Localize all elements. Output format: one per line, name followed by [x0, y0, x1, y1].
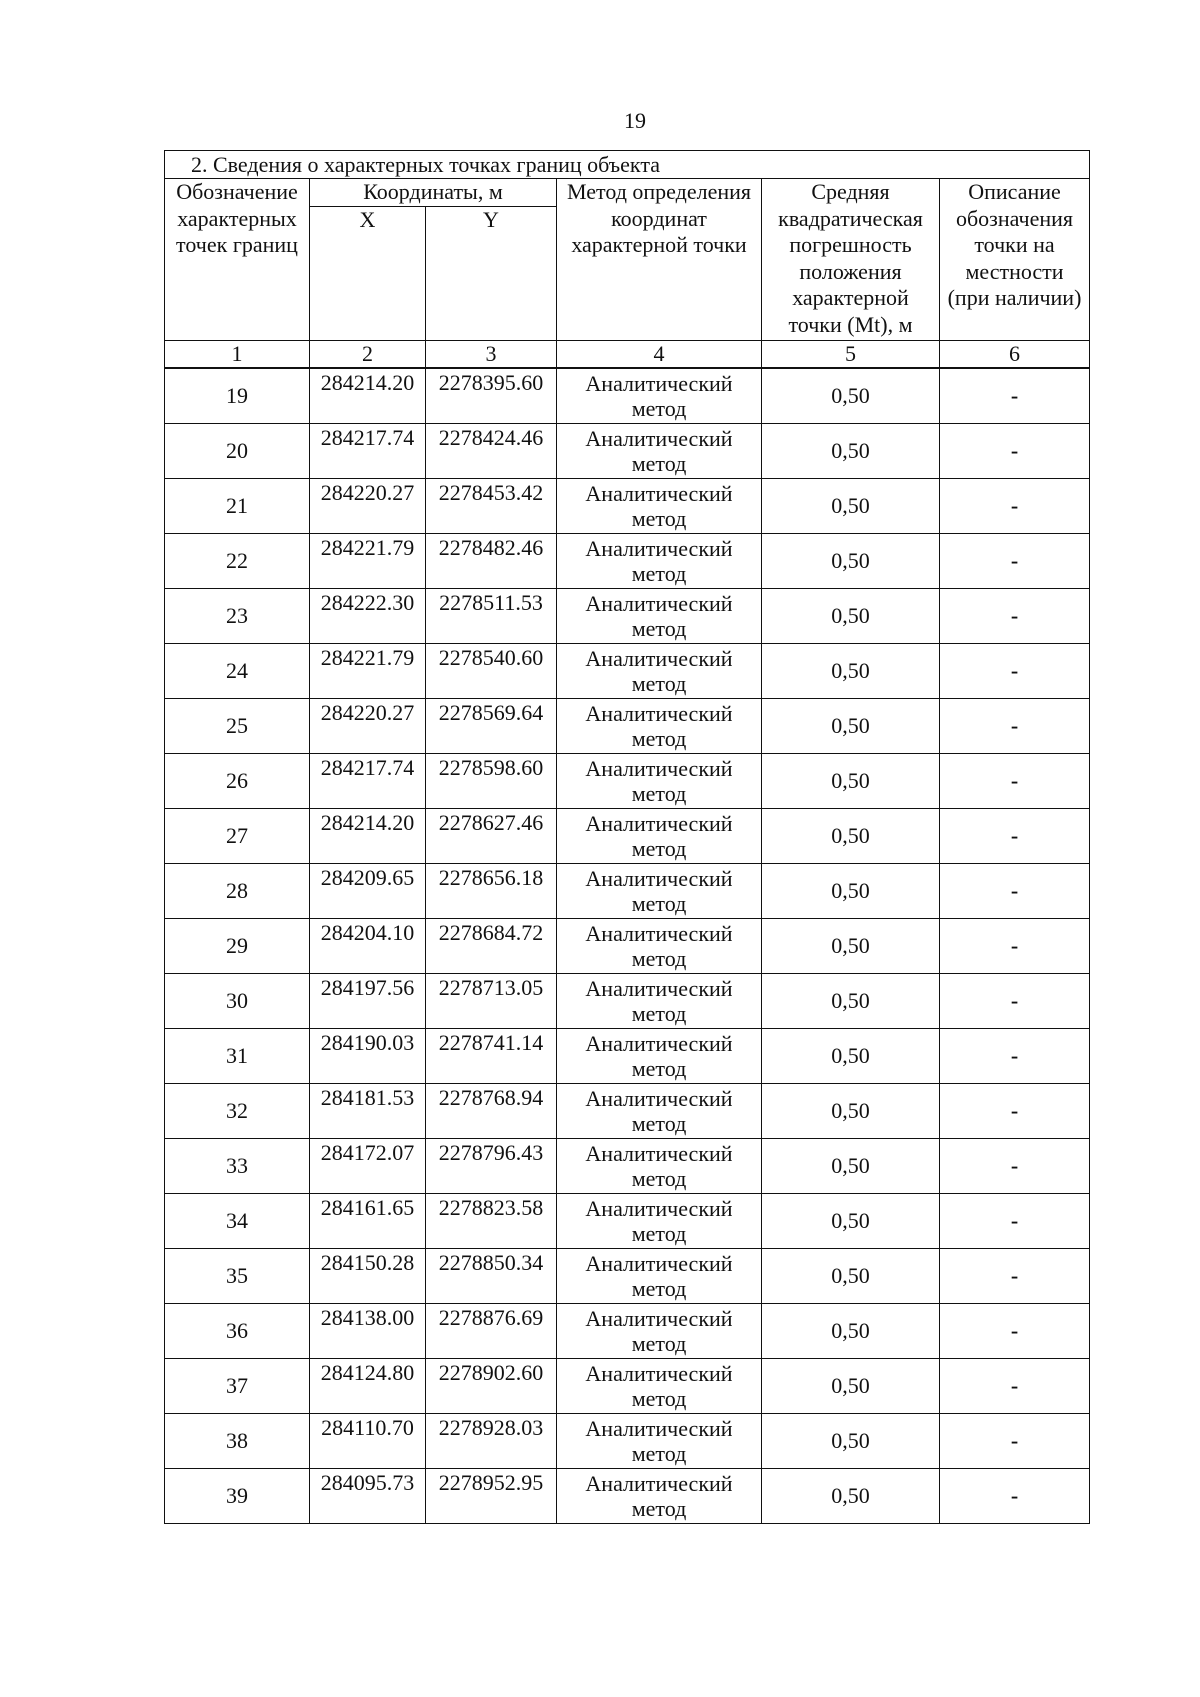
method-cell: Аналитический метод — [557, 588, 762, 643]
description-cell: - — [940, 1193, 1090, 1248]
table-row — [165, 973, 1090, 1028]
method-cell: Аналитический метод — [557, 973, 762, 1028]
description-cell: - — [940, 1413, 1090, 1468]
column-number-row — [165, 340, 1090, 368]
x-coordinate-cell: 284222.30 — [310, 588, 426, 643]
table-row — [165, 1193, 1090, 1248]
point-cell: 35 — [165, 1248, 310, 1303]
point-cell: 26 — [165, 753, 310, 808]
x-coordinate-cell: 284110.70 — [310, 1413, 426, 1468]
description-cell: - — [940, 588, 1090, 643]
accuracy-cell: 0,50 — [762, 1028, 940, 1083]
description-cell: - — [940, 1303, 1090, 1358]
x-coordinate-cell: 284138.00 — [310, 1303, 426, 1358]
method-cell: Аналитический метод — [557, 753, 762, 808]
method-cell: Аналитический метод — [557, 918, 762, 973]
table-caption: 2. Сведения о характерных точках границ объекта — [165, 151, 1090, 179]
accuracy-cell: 0,50 — [762, 1248, 940, 1303]
y-coordinate-cell: 2278741.14 — [426, 1028, 557, 1083]
point-cell: 22 — [165, 533, 310, 588]
y-coordinate-cell: 2278482.46 — [426, 533, 557, 588]
table-row — [165, 753, 1090, 808]
method-cell: Аналитический метод — [557, 1413, 762, 1468]
y-coordinate-cell: 2278569.64 — [426, 698, 557, 753]
table-row — [165, 1413, 1090, 1468]
description-cell: - — [940, 643, 1090, 698]
method-cell: Аналитический метод — [557, 1083, 762, 1138]
accuracy-cell: 0,50 — [762, 1083, 940, 1138]
x-coordinate-cell: 284204.10 — [310, 918, 426, 973]
y-coordinate-cell: 2278823.58 — [426, 1193, 557, 1248]
header-description: Описание обозначения точки на местности (при наличии) — [940, 179, 1090, 341]
x-coordinate-cell: 284217.74 — [310, 753, 426, 808]
description-cell: - — [940, 1083, 1090, 1138]
accuracy-cell: 0,50 — [762, 1468, 940, 1523]
accuracy-cell: 0,50 — [762, 1303, 940, 1358]
method-cell: Аналитический метод — [557, 808, 762, 863]
header-y: Y — [426, 206, 557, 340]
point-cell: 21 — [165, 478, 310, 533]
y-coordinate-cell: 2278453.42 — [426, 478, 557, 533]
accuracy-cell: 0,50 — [762, 643, 940, 698]
description-cell: - — [940, 1138, 1090, 1193]
accuracy-cell: 0,50 — [762, 1138, 940, 1193]
description-cell: - — [940, 368, 1090, 424]
x-coordinate-cell: 284124.80 — [310, 1358, 426, 1413]
y-coordinate-cell: 2278713.05 — [426, 973, 557, 1028]
accuracy-cell: 0,50 — [762, 808, 940, 863]
table-row — [165, 698, 1090, 753]
table-row — [165, 643, 1090, 698]
description-cell: - — [940, 533, 1090, 588]
x-coordinate-cell: 284220.27 — [310, 478, 426, 533]
table-row — [165, 1083, 1090, 1138]
page-number: 19 — [624, 108, 646, 133]
x-coordinate-cell: 284172.07 — [310, 1138, 426, 1193]
table-row — [165, 1468, 1090, 1523]
y-coordinate-cell: 2278511.53 — [426, 588, 557, 643]
method-cell: Аналитический метод — [557, 533, 762, 588]
point-cell: 23 — [165, 588, 310, 643]
y-coordinate-cell: 2278627.46 — [426, 808, 557, 863]
y-coordinate-cell: 2278656.18 — [426, 863, 557, 918]
point-cell: 32 — [165, 1083, 310, 1138]
column-number: 6 — [940, 340, 1090, 368]
x-coordinate-cell: 284190.03 — [310, 1028, 426, 1083]
x-coordinate-cell: 284095.73 — [310, 1468, 426, 1523]
y-coordinate-cell: 2278902.60 — [426, 1358, 557, 1413]
description-cell: - — [940, 863, 1090, 918]
table-row — [165, 863, 1090, 918]
table-row — [165, 533, 1090, 588]
accuracy-cell: 0,50 — [762, 753, 940, 808]
y-coordinate-cell: 2278598.60 — [426, 753, 557, 808]
y-coordinate-cell: 2278424.46 — [426, 423, 557, 478]
table-row — [165, 808, 1090, 863]
y-coordinate-cell: 2278928.03 — [426, 1413, 557, 1468]
point-cell: 31 — [165, 1028, 310, 1083]
column-number: 2 — [310, 340, 426, 368]
table-caption-row — [165, 151, 1090, 179]
method-cell: Аналитический метод — [557, 643, 762, 698]
point-cell: 19 — [165, 368, 310, 424]
description-cell: - — [940, 973, 1090, 1028]
description-cell: - — [940, 423, 1090, 478]
description-cell: - — [940, 698, 1090, 753]
x-coordinate-cell: 284214.20 — [310, 368, 426, 424]
point-cell: 34 — [165, 1193, 310, 1248]
x-coordinate-cell: 284161.65 — [310, 1193, 426, 1248]
description-cell: - — [940, 1468, 1090, 1523]
point-cell: 30 — [165, 973, 310, 1028]
point-cell: 29 — [165, 918, 310, 973]
method-cell: Аналитический метод — [557, 1138, 762, 1193]
point-cell: 33 — [165, 1138, 310, 1193]
column-number: 4 — [557, 340, 762, 368]
header-coords: Координаты, м — [310, 179, 557, 207]
description-cell: - — [940, 1248, 1090, 1303]
accuracy-cell: 0,50 — [762, 368, 940, 424]
point-cell: 39 — [165, 1468, 310, 1523]
table-row — [165, 918, 1090, 973]
table-row — [165, 423, 1090, 478]
accuracy-cell: 0,50 — [762, 973, 940, 1028]
point-cell: 24 — [165, 643, 310, 698]
header-point: Обозначение характерных точек границ — [165, 179, 310, 341]
table-header-row — [165, 179, 1090, 207]
point-cell: 28 — [165, 863, 310, 918]
column-number: 1 — [165, 340, 310, 368]
accuracy-cell: 0,50 — [762, 1413, 940, 1468]
y-coordinate-cell: 2278540.60 — [426, 643, 557, 698]
x-coordinate-cell: 284220.27 — [310, 698, 426, 753]
accuracy-cell: 0,50 — [762, 863, 940, 918]
x-coordinate-cell: 284150.28 — [310, 1248, 426, 1303]
accuracy-cell: 0,50 — [762, 533, 940, 588]
description-cell: - — [940, 1358, 1090, 1413]
point-cell: 38 — [165, 1413, 310, 1468]
header-x: X — [310, 206, 426, 340]
accuracy-cell: 0,50 — [762, 1358, 940, 1413]
y-coordinate-cell: 2278876.69 — [426, 1303, 557, 1358]
table-row — [165, 1138, 1090, 1193]
description-cell: - — [940, 1028, 1090, 1083]
table-row — [165, 368, 1090, 424]
method-cell: Аналитический метод — [557, 1303, 762, 1358]
header-accuracy: Средняя квадратическая погрешность положения характерной точки (Mt), м — [762, 179, 940, 341]
accuracy-cell: 0,50 — [762, 588, 940, 643]
table-row — [165, 478, 1090, 533]
method-cell: Аналитический метод — [557, 863, 762, 918]
x-coordinate-cell: 284221.79 — [310, 643, 426, 698]
point-cell: 36 — [165, 1303, 310, 1358]
x-coordinate-cell: 284217.74 — [310, 423, 426, 478]
y-coordinate-cell: 2278850.34 — [426, 1248, 557, 1303]
accuracy-cell: 0,50 — [762, 698, 940, 753]
accuracy-cell: 0,50 — [762, 1193, 940, 1248]
accuracy-cell: 0,50 — [762, 918, 940, 973]
column-number: 5 — [762, 340, 940, 368]
point-cell: 25 — [165, 698, 310, 753]
y-coordinate-cell: 2278395.60 — [426, 368, 557, 424]
y-coordinate-cell: 2278796.43 — [426, 1138, 557, 1193]
x-coordinate-cell: 284209.65 — [310, 863, 426, 918]
accuracy-cell: 0,50 — [762, 478, 940, 533]
description-cell: - — [940, 808, 1090, 863]
x-coordinate-cell: 284197.56 — [310, 973, 426, 1028]
table-row — [165, 1248, 1090, 1303]
description-cell: - — [940, 478, 1090, 533]
table-row — [165, 1358, 1090, 1413]
x-coordinate-cell: 284181.53 — [310, 1083, 426, 1138]
x-coordinate-cell: 284221.79 — [310, 533, 426, 588]
description-cell: - — [940, 753, 1090, 808]
method-cell: Аналитический метод — [557, 478, 762, 533]
description-cell: - — [940, 918, 1090, 973]
method-cell: Аналитический метод — [557, 1193, 762, 1248]
column-number: 3 — [426, 340, 557, 368]
method-cell: Аналитический метод — [557, 698, 762, 753]
y-coordinate-cell: 2278952.95 — [426, 1468, 557, 1523]
accuracy-cell: 0,50 — [762, 423, 940, 478]
y-coordinate-cell: 2278684.72 — [426, 918, 557, 973]
header-method: Метод определения координат характерной точки — [557, 179, 762, 341]
point-cell: 20 — [165, 423, 310, 478]
method-cell: Аналитический метод — [557, 1028, 762, 1083]
method-cell: Аналитический метод — [557, 1358, 762, 1413]
table-row — [165, 1303, 1090, 1358]
method-cell: Аналитический метод — [557, 1248, 762, 1303]
y-coordinate-cell: 2278768.94 — [426, 1083, 557, 1138]
table-row — [165, 588, 1090, 643]
method-cell: Аналитический метод — [557, 368, 762, 424]
point-cell: 37 — [165, 1358, 310, 1413]
x-coordinate-cell: 284214.20 — [310, 808, 426, 863]
method-cell: Аналитический метод — [557, 1468, 762, 1523]
boundary-points-table — [164, 150, 1090, 1524]
method-cell: Аналитический метод — [557, 423, 762, 478]
table-row — [165, 1028, 1090, 1083]
point-cell: 27 — [165, 808, 310, 863]
